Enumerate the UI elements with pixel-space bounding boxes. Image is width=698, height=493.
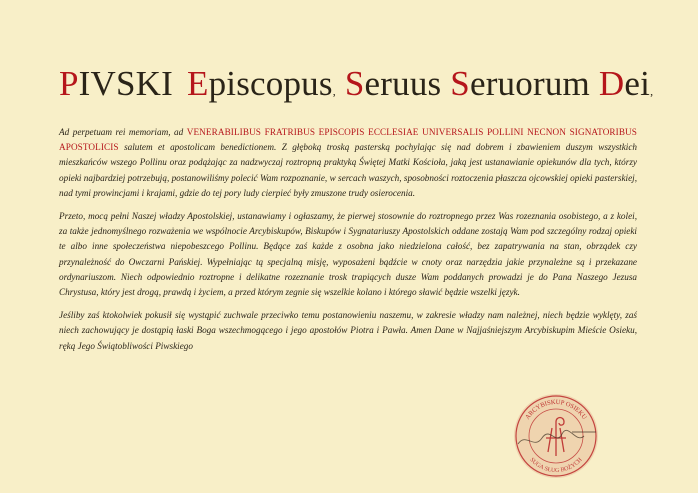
paragraph-1 xyxy=(59,125,637,201)
svg-text:SUGA SŁUG BOŻYCH: SUGA SŁUG BOŻYCH xyxy=(528,457,584,475)
title-word: IVSKI xyxy=(78,64,173,103)
title-comma: , xyxy=(650,84,654,98)
paragraph-intro: Ad perpetuam rei memoriam, ad xyxy=(59,127,184,137)
title-initial: P xyxy=(59,64,79,103)
title-word: eruorum xyxy=(469,64,590,103)
title-word: ei xyxy=(624,64,651,103)
document-body xyxy=(59,125,637,362)
title-word: eruus xyxy=(364,64,442,103)
paragraph-2: Przeto, mocą pełni Naszej władzy Apostolskiej, ustanawiamy i ogłaszamy, że pierwej stosownie do roztropnego przez Was rozeznania osobistego, a z kolei, za także jednomyślnego rozważenia we wspólnocie Arcybiskupów, Biskupów i Sygnatariuszy Apostolskich oddane zostają Wam pod szczególny rodzaj opieki te albo inne społeczeństwa niepobeszcego Pollinu. Będące zaś każde z osobna jako niedzielona całość, bez zapatrywania na stan, obrządek czy przynależność do Owczarni Pańskiej. Wypełniając tą specjalną misję, wyposażeni bądźcie w cnoty oraz narzędzia jakie przynależne są i przekazane ordynariuszom. Niech odpowiednio roztropne i delikatne rozeznanie trosk trapiących dusze Wam poddanych prowadzi je do Pana Naszego Jezusa Chrystusa, który jest drogą, prawdą i życiem, a przed którym zegnie się wszelkie kolano i którego sławić będzie wszelki język. xyxy=(59,211,637,298)
paragraph-text: salutem et apostolicam benedictionem. Z głęboką troską pasterską pochylając się nad dobrem i zbawieniem duszym wszystkich mieszkańców wszego Pollinu oraz podążając za nadzwyczaj roztropną praktyką Świętej Matki Kościoła, jaką jest ustanawianie opiekunów dla tych, którzy opieki najbardziej potrzebują, postanowiliśmy polecić Wam rozpoznanie, w sercach waszych, sposobności roztoczenia płaszcza ojcowskiej opieki pasterskiej, nad tymi prowincjami i krajami, gdzie do tej pory ludy cierpieć były zmuszone trudy osierocenia. xyxy=(59,142,638,198)
title-word: piscopus xyxy=(208,64,333,103)
page-title xyxy=(59,64,653,111)
paragraph-3: Jeśliby zaś ktokolwiek pokusił się wystąpić zuchwale przeciwko temu postanowieniu naszemu, w zakresie władzy nam należnej, niech będzie wyklęty, zaś niech zachowujący je dostąpią łaski Boga wszechmogącego i jego apostołów Piotra i Pawła. Amen Dane w Najjaśniejszym Arcybiskupim Mieście Osieku, ręką Jego Świątobliwości Piwskiego xyxy=(59,310,637,351)
title-initial: S xyxy=(344,64,365,103)
title-initial: D xyxy=(598,64,625,103)
title-initial: E xyxy=(187,64,209,103)
title-initial: S xyxy=(450,64,470,103)
title-comma: , xyxy=(332,84,336,98)
svg-text:ARCYBISKUP OSIEKU: ARCYBISKUP OSIEKU xyxy=(524,398,588,421)
wax-seal-stamp xyxy=(512,392,600,480)
addressee-highlight: VENERABILIBUS FRATRIBUS EPISCOPIS ECCLESIAE UNIVERSALIS POLLINI NECNON SIGNATORIBUS APOSTOLICIS xyxy=(59,127,637,153)
